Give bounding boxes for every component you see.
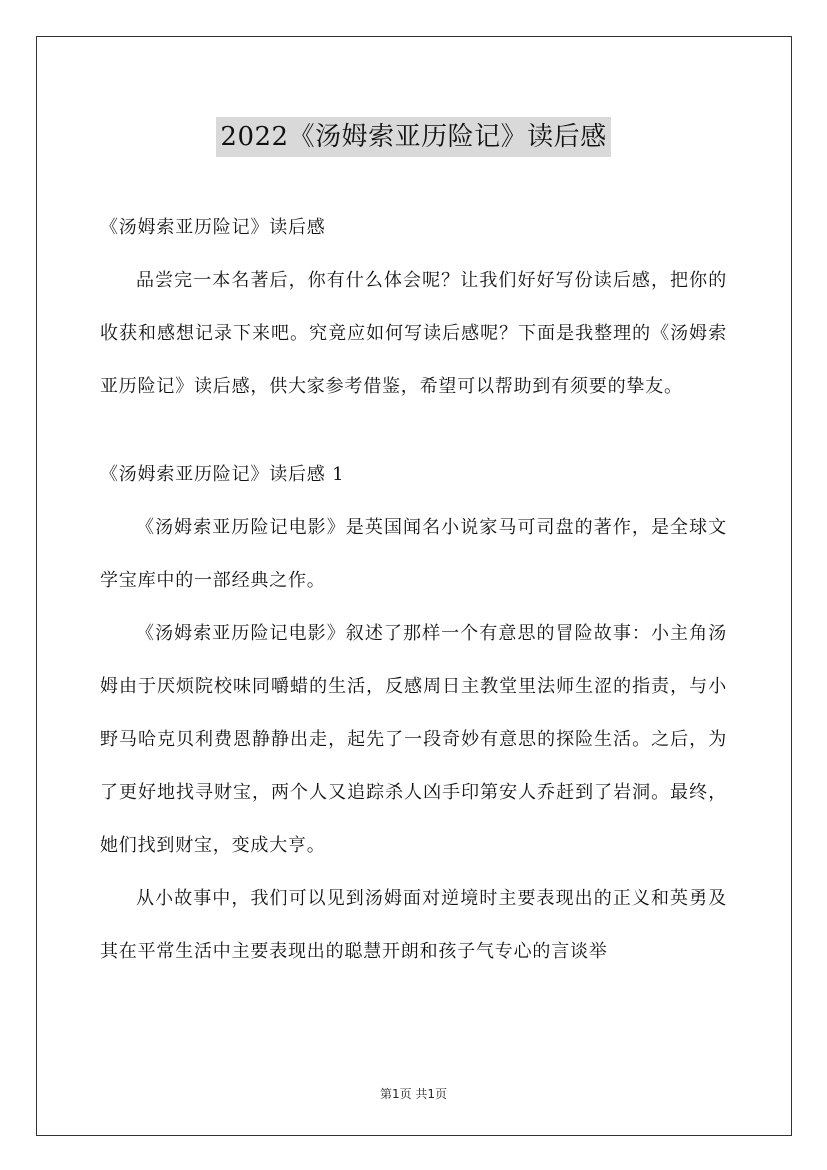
body-paragraph-1: 《汤姆索亚历险记电影》是英国闻名小说家马可司盘的著作，是全球文学宝库中的一部经典之作。 xyxy=(100,516,727,591)
body-paragraph-2: 《汤姆索亚历险记电影》叙述了那样一个有意思的冒险故事：小主角汤姆由于厌烦院校味同嚼蜡的生活，反感周日主教堂里法师生涩的指责，与小野马哈克贝利费恩静静出走，起先了一段奇妙有意思的探险生活。之后，为了更好地找寻财宝，两个人又追踪杀人凶手印第安人乔赶到了岩洞。最终，她们找到财宝，变成大亨。 xyxy=(100,622,727,856)
document-body xyxy=(100,100,727,978)
document-subtitle: 《汤姆索亚历险记》读后感 xyxy=(100,216,326,238)
document-title: 2022《汤姆索亚历险记》读后感 xyxy=(216,117,610,157)
intro-paragraph: 品尝完一本名著后，你有什么体会呢？让我们好好写份读后感，把你的收获和感想记录下来吧。究竟应如何写读后感呢？下面是我整理的《汤姆索亚历险记》读后感，供大家参考借鉴，希望可以帮助到有须要的挚友。 xyxy=(100,269,727,397)
title-container xyxy=(100,100,727,175)
body-paragraph-3: 从小故事中，我们可以见到汤姆面对逆境时主要表现出的正义和英勇及其在平常生活中主要表现出的聪慧开朗和孩子气专心的言谈举 xyxy=(100,887,727,962)
section-heading: 《汤姆索亚历险记》读后感 1 xyxy=(100,463,345,485)
page-footer: 第1页 共1页 xyxy=(379,1087,448,1101)
